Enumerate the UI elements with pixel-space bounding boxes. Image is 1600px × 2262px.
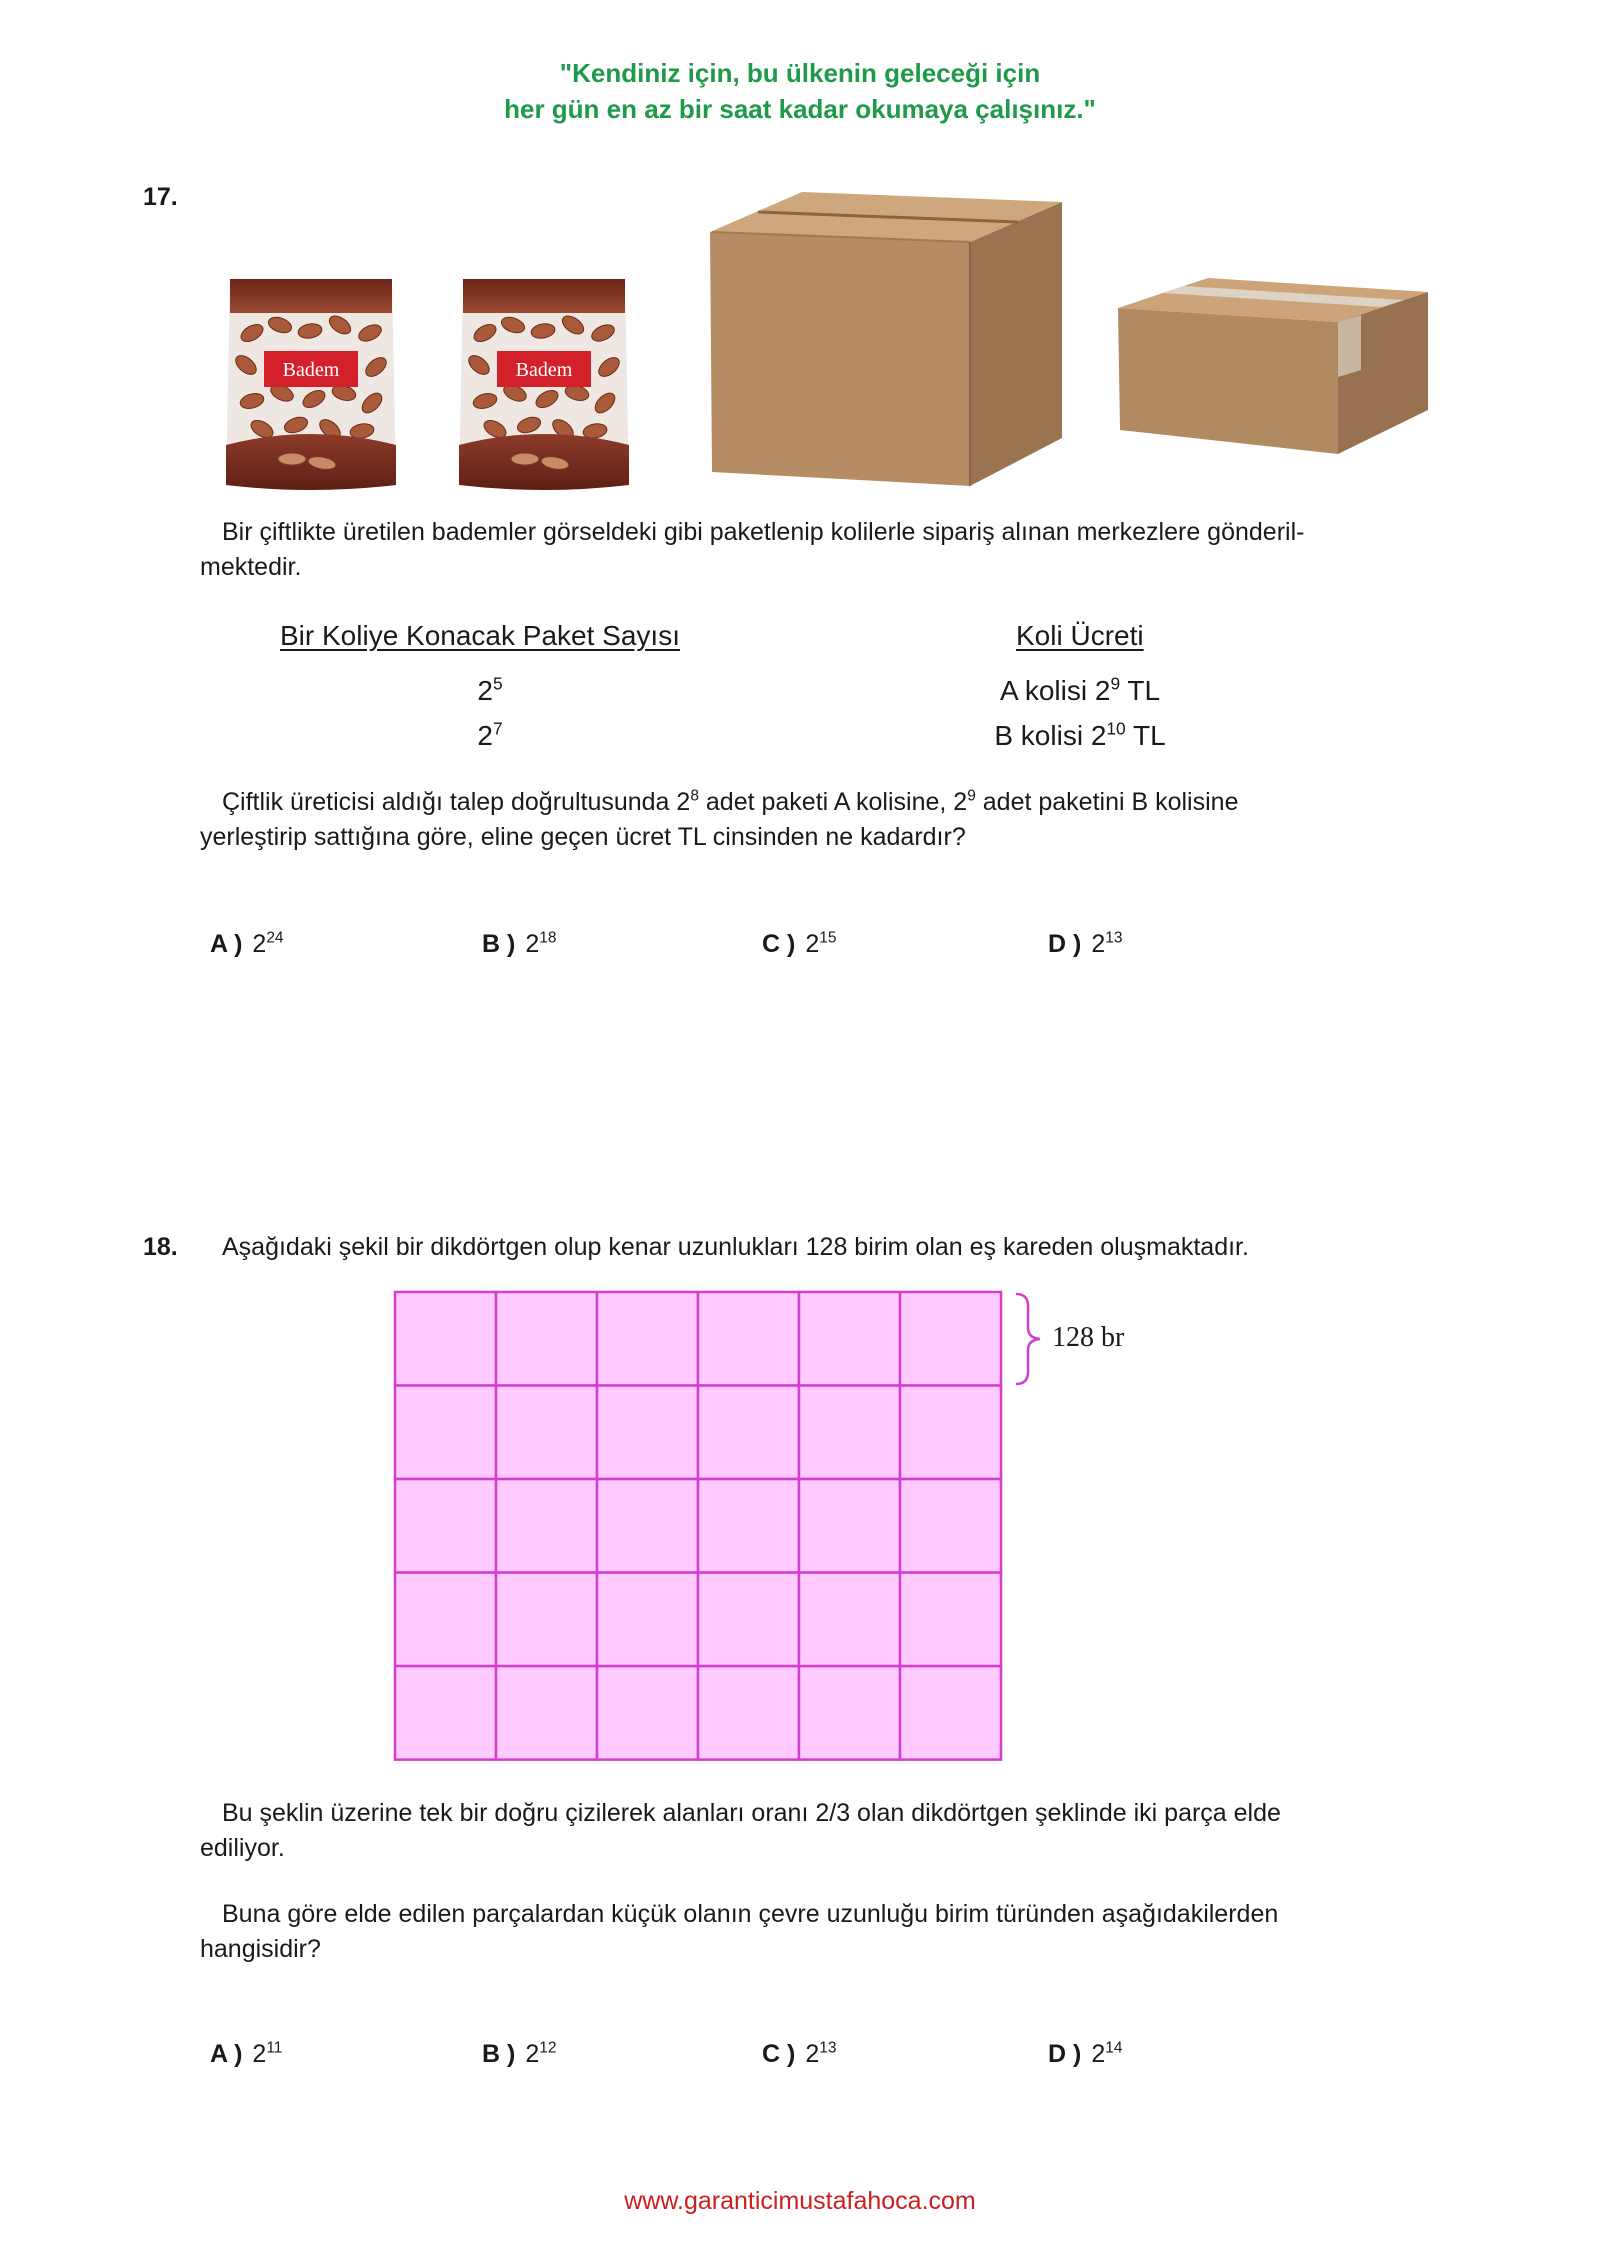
q18-option-b[interactable]: B ) $2^{12}$ [482, 2039, 557, 2068]
package-label: Badem [515, 359, 573, 381]
grid-square [597, 1292, 698, 1386]
grid-square [395, 1386, 496, 1480]
grid-square [395, 1573, 496, 1667]
table-cell-box-price: A kolisi $2^9$ TL [999, 673, 1161, 706]
q18-text2-line-2: hangisidir? [200, 1935, 321, 1963]
q18-text1-line-2: ediliyor. [200, 1834, 285, 1862]
grid-square [395, 1479, 496, 1573]
question-17-number: 17. [143, 183, 178, 211]
almond-package-image [222, 273, 400, 495]
grid-square [597, 1666, 698, 1760]
grid-square [597, 1573, 698, 1667]
almond-package-image [455, 273, 633, 495]
table-cell-package-count: $2^7$ [477, 718, 503, 751]
table-header-package-count: Bir Koliye Konacak Paket Sayısı [280, 620, 680, 651]
q17-option-c[interactable]: C ) $2^{15}$ [762, 929, 837, 958]
grid-square [597, 1479, 698, 1573]
grid-square [496, 1666, 597, 1760]
question-18-number: 18. [143, 1233, 178, 1261]
cardboard-box-a-image [700, 172, 1065, 488]
cardboard-box-b-image [1112, 260, 1432, 456]
grid-square [799, 1573, 900, 1667]
q18-option-d[interactable]: D ) $2^{14}$ [1048, 2039, 1123, 2068]
brace-icon [1012, 1290, 1052, 1388]
table-header-box-price: Koli Ücreti [1016, 620, 1144, 651]
q18-option-c[interactable]: C ) $2^{13}$ [762, 2039, 837, 2068]
q18-intro: Aşağıdaki şekil bir dikdörtgen olup kenar uzunlukları 128 birim olan eş kareden oluşmaktadır. [222, 1233, 1249, 1261]
q17-intro-line-1: Bir çiftlikte üretilen bademler görseldeki gibi paketlenip kolilerle sipariş alınan merkezlere gönderil- [222, 518, 1305, 546]
q17-intro-line-2: mektedir. [200, 553, 302, 581]
grid-square [597, 1386, 698, 1480]
grid-square [698, 1386, 799, 1480]
grid-square [900, 1292, 1001, 1386]
grid-square [496, 1386, 597, 1480]
grid-square [900, 1479, 1001, 1573]
side-length-label: 128 br [1052, 1322, 1125, 1353]
grid-square [900, 1386, 1001, 1480]
grid-square [900, 1573, 1001, 1667]
grid-square [496, 1292, 597, 1386]
grid-square [799, 1292, 900, 1386]
rectangle-grid-figure [393, 1290, 1008, 1765]
motto-line-1: "Kendiniz için, bu ülkenin geleceği için [559, 58, 1041, 88]
grid-square [395, 1666, 496, 1760]
grid-square [900, 1666, 1001, 1760]
q18-text1-line-1: Bu şeklin üzerine tek bir doğru çizilerek alanları oranı 2/3 olan dikdörtgen şeklinde iki parça elde [222, 1799, 1281, 1827]
package-label: Badem [282, 359, 340, 381]
grid-square [799, 1386, 900, 1480]
q18-text2-line-1: Buna göre elde edilen parçalardan küçük olanın çevre uzunluğu birim türünden aşağıdakilerden [222, 1900, 1279, 1928]
q17-question-line-1: Çiftlik üreticisi aldığı talep doğrultusunda $2^8$ adet paketi A kolisine, $2^9$ adet paketini B kolisine [222, 787, 1239, 816]
grid-square [395, 1292, 496, 1386]
grid-square [698, 1573, 799, 1667]
grid-square [698, 1292, 799, 1386]
grid-square [799, 1666, 900, 1760]
q17-option-b[interactable]: B ) $2^{18}$ [482, 929, 557, 958]
q18-option-a[interactable]: A ) $2^{11}$ [210, 2039, 283, 2068]
grid-square [799, 1479, 900, 1573]
q17-option-a[interactable]: A ) $2^{24}$ [210, 929, 284, 958]
footer-website-link[interactable]: www.garanticimustafahoca.com [624, 2187, 976, 2215]
motto-line-2: her gün en az bir saat kadar okumaya çalışınız." [504, 94, 1096, 124]
grid-square [698, 1666, 799, 1760]
grid-square [496, 1479, 597, 1573]
grid-square [698, 1479, 799, 1573]
table-cell-package-count: $2^5$ [477, 673, 503, 706]
q17-question-line-2: yerleştirip sattığına göre, eline geçen ücret TL cinsinden ne kadardır? [200, 823, 966, 851]
q17-option-d[interactable]: D ) $2^{13}$ [1048, 929, 1123, 958]
table-cell-box-price: B kolisi $2^{10}$ TL [994, 718, 1166, 751]
grid-square [496, 1573, 597, 1667]
